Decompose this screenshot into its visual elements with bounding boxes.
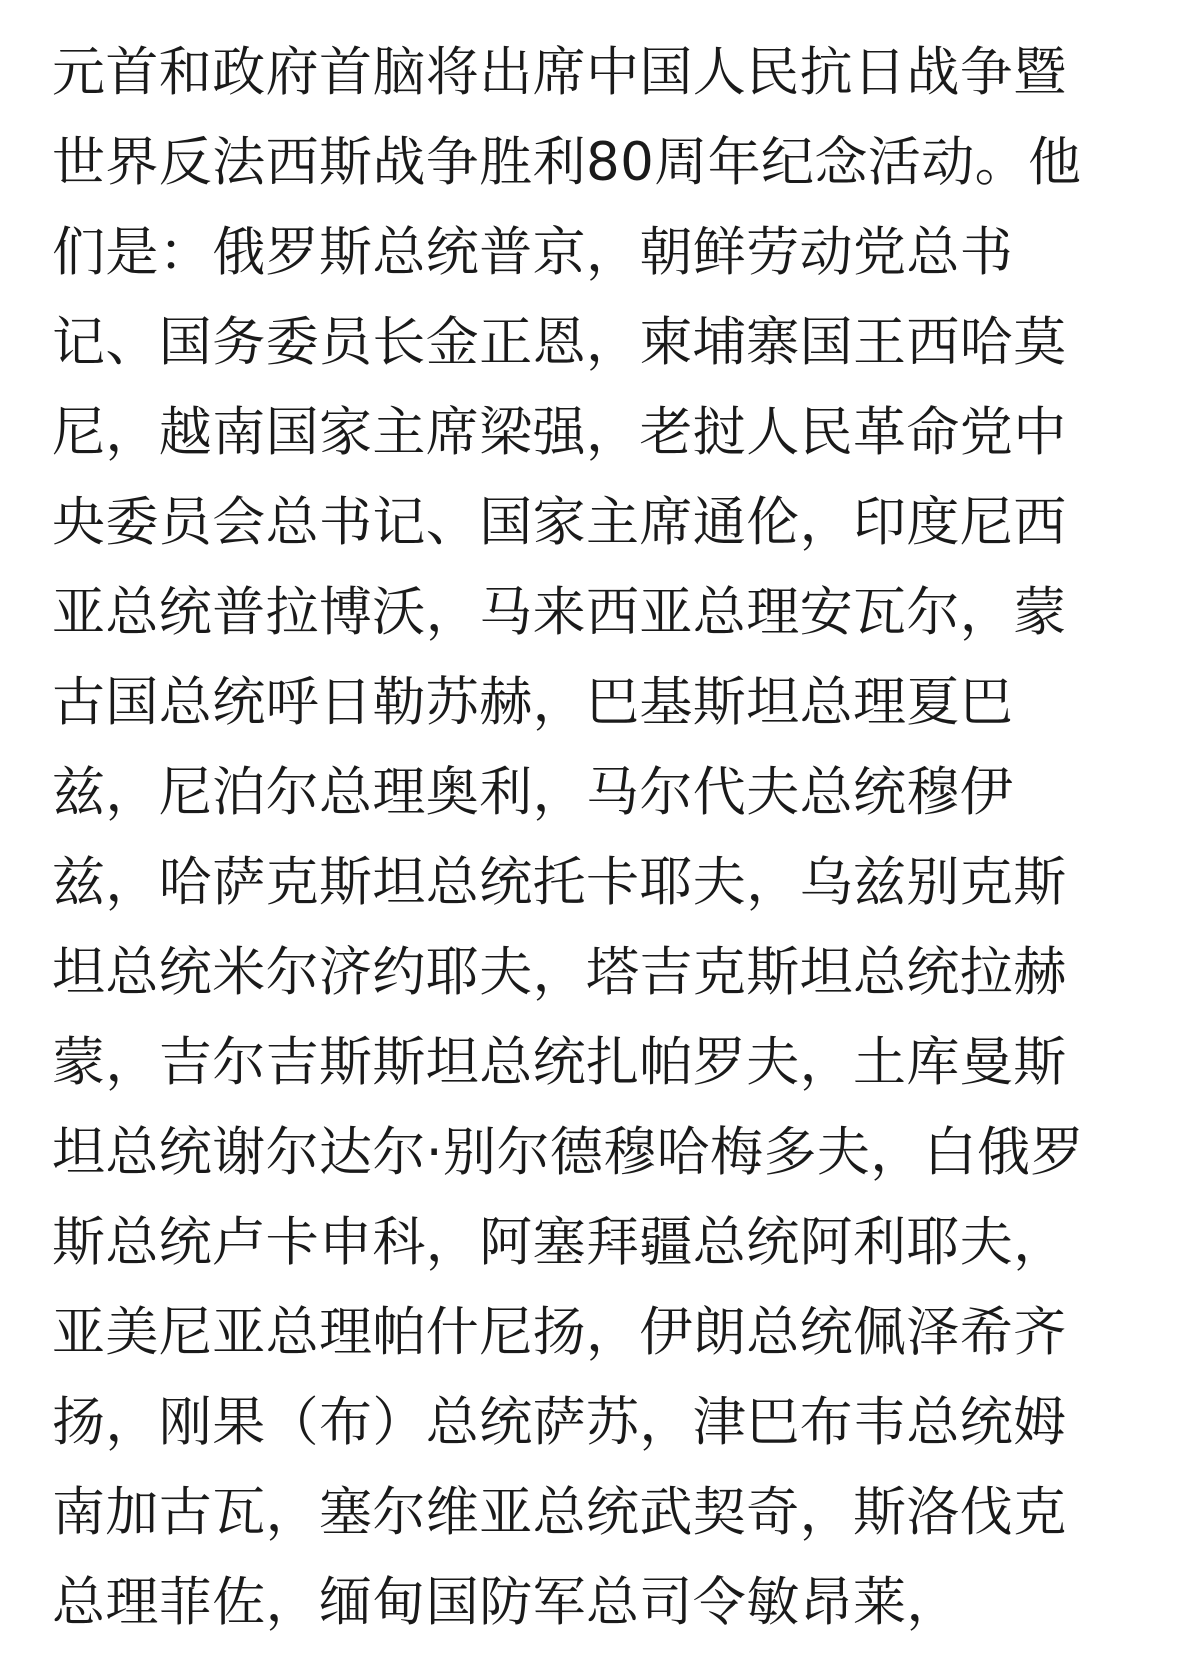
text-line: 尼，越南国家主席梁强，老挝人民革命党中: [52, 402, 1067, 463]
text-line: 坦总统谢尔达尔·别尔德穆哈梅多夫，白俄罗: [52, 1122, 1084, 1183]
article-body: [52, 28, 1132, 1633]
text-line-partial: 总理菲佐，缅甸国防军总司令敏昂莱，: [52, 1572, 960, 1633]
text-line: 坦总统米尔济约耶夫，塔吉克斯坦总统拉赫: [52, 942, 1067, 1003]
text-line: 兹，尼泊尔总理奥利，马尔代夫总统穆伊: [52, 762, 1014, 823]
text-line: 斯总统卢卡申科，阿塞拜疆总统阿利耶夫，: [52, 1212, 1067, 1273]
text-line: 们是：俄罗斯总统普京，朝鲜劳动党总书: [52, 222, 1014, 283]
text-line: 古国总统呼日勒苏赫，巴基斯坦总理夏巴: [52, 672, 1014, 733]
text-line: 扬，刚果（布）总统萨苏，津巴布韦总统姆: [52, 1392, 1067, 1453]
text-line: 南加古瓦，塞尔维亚总统武契奇，斯洛伐克: [52, 1482, 1067, 1543]
text-line: 央委员会总书记、国家主席通伦，印度尼西: [52, 492, 1067, 553]
text-line: 世界反法西斯战争胜利80周年纪念活动。他: [52, 132, 1082, 193]
text-line: 元首和政府首脑将出席中国人民抗日战争暨: [52, 42, 1067, 103]
text-line: 记、国务委员长金正恩，柬埔寨国王西哈莫: [52, 312, 1067, 373]
text-line: 亚总统普拉博沃，马来西亚总理安瓦尔，蒙: [52, 582, 1067, 643]
text-line: 亚美尼亚总理帕什尼扬，伊朗总统佩泽希齐: [52, 1302, 1067, 1363]
text-line: 蒙，吉尔吉斯斯坦总统扎帕罗夫，土库曼斯: [52, 1032, 1067, 1093]
text-line: 兹，哈萨克斯坦总统托卡耶夫，乌兹别克斯: [52, 852, 1067, 913]
